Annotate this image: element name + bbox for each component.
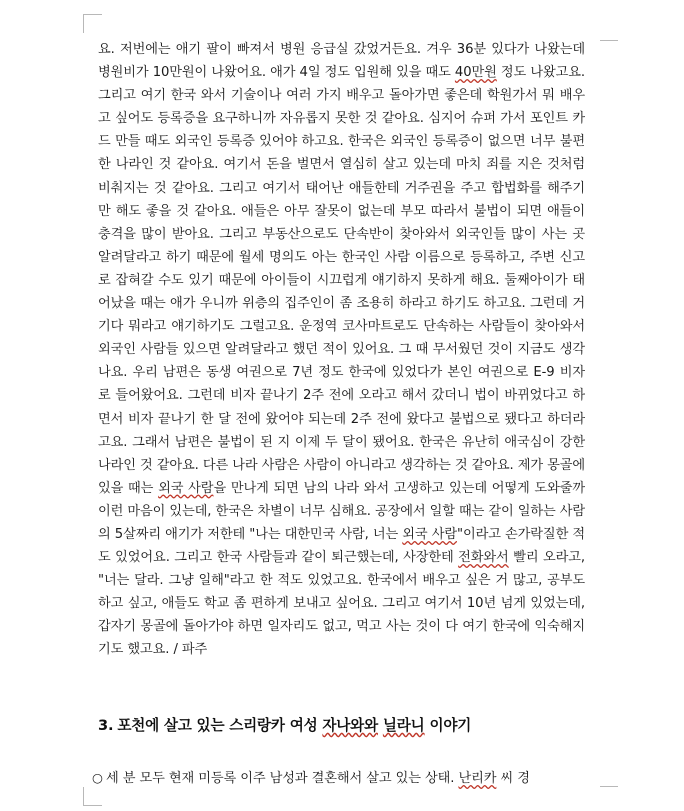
section-heading-text: 포천에 살고 있는 스리랑카 여성 자나와와 닐라니 이야기 [117, 717, 472, 734]
margin-mark-top-right [600, 40, 618, 41]
margin-mark-bottom-right [600, 786, 618, 787]
spellcheck-underline: 자나와와 [322, 717, 378, 734]
body-paragraph: 요. 저번에는 애기 팔이 빠져서 병원 응급실 갔었거든요. 겨우 36분 있다가 나왔는데 병원비가 10만원이 나왔어요. 애가 4일 정도 입원해 있을 때도 40만원 정도 나왔고요. 그리고 여기 한국 와서 기술이나 여러 가지 배우고 돌아가면 좋은데 학원가서 뭐 배우고 싶어도 등록증을 요구하니까 자유롭지 못한 것 같아요. 심지어 슈퍼 가서 포인트 카드 만들 때도 외국인 등록증 있어야 하고요. 한국은 외국인 등록증이 없으면 너무 불편한 나라인 것 같아요. 여기서 돈을 벌면서 열심히 살고 있는데 마치 죄를 지은 것처럼 비춰지는 것 같아요. 그리고 여기서 태어난 애들한테 거주권을 주고 합법화를 해주기만 해도 좋을 것 같아요. 애들은 아무 잘못이 없는데 부모 따라서 불법이 되면 애들이 충격을 많이 받아요. 그리고 부동산으로도 단속반이 찾아와서 외국인들 많이 사는 곳 알려달라고 하기 때문에 월세 명의도 아는 한국인 사람 이름으로 등록하고, 주변 신고로 잡혀갈 수도 있기 때문에 아이들이 시끄럽게 얘기하지 못하게 해요. 둘째아이가 태어났을 때는 애가 우니까 위층의 집주인이 좀 조용히 하라고 하기도 하고요. 그런데 거기다 뭐라고 얘기하기도 그럴고요. 운정역 코사마트로도 단속하는 사람들이 찾아와서 외국인 사람들 있으면 알려달라고 했던 적이 있어요. 그 때 무서웠던 것이 지금도 생각나요. 우리 남편은 동생 여권으로 7년 정도 한국에 있었다가 본인 여권으로 E-9 비자로 들어왔어요. 그런데 비자 끝나기 2주 전에 오라고 해서 갔더니 법이 바뀌었다고 하면서 비자 끝나기 한 달 전에 왔어야 되는데 2주 전에 왔다고 불법으로 됐다고 하더라고요. 그래서 남편은 불법이 된 지 이제 두 달이 됐어요. 한국은 유난히 애국심이 강한 나라인 것 같아요. 다른 나라 사람은 사람이 아니라고 생각하는 것 같아요. 제가 몽골에 있을 때는 외국 사람을 만나게 되면 남의 나라 와서 고생하고 있는데 어떻게 도와줄까 이런 마음이 있는데, 한국은 차별이 너무 심해요. 공장에서 일할 때는 같이 일하는 사람의 5살짜리 애기가 저한테 "나는 대한민국 사람, 너는 외국 사람"이라고 손가락질한 적도 있었어요. 그리고 한국 사람들과 같이 퇴근했는데, 사장한테 전화와서 빨리 오라고, "너는 달라. 그냥 일해"라고 한 적도 있었고요. 한국에서 배우고 싶은 거 많고, 공부도 하고 싶고, 애들도 학교 좀 편하게 보내고 싶어요. 그리고 여기서 10년 넘게 있었는데, 갑자기 몽골에 돌아가야 하면 일자리도 없고, 먹고 사는 것이 다 여기 한국에 익숙해지기도 했고요. / 파주 [98, 42, 586, 658]
spellcheck-underline: 외국 사람 [402, 526, 457, 542]
spellcheck-underline: 40만원 [454, 65, 497, 81]
spellcheck-underline: 닐라니 [382, 717, 425, 734]
margin-mark-top-left [83, 14, 102, 33]
bullet-list-item [92, 766, 592, 790]
circle-bullet-icon: ○ [92, 770, 103, 785]
section-heading-number: 3. [98, 717, 114, 734]
spellcheck-underline: 난리카 [458, 771, 497, 786]
section-heading [98, 714, 618, 735]
bullet-list-item-text: 세 분 모두 현재 미등록 이주 남성과 결혼해서 살고 있는 상태. 난리카 씨 경 [106, 771, 530, 786]
spellcheck-underline: 외국 사람 [158, 480, 214, 496]
body-text-block [98, 38, 585, 662]
spellcheck-underline: 전화와서 [458, 550, 509, 566]
